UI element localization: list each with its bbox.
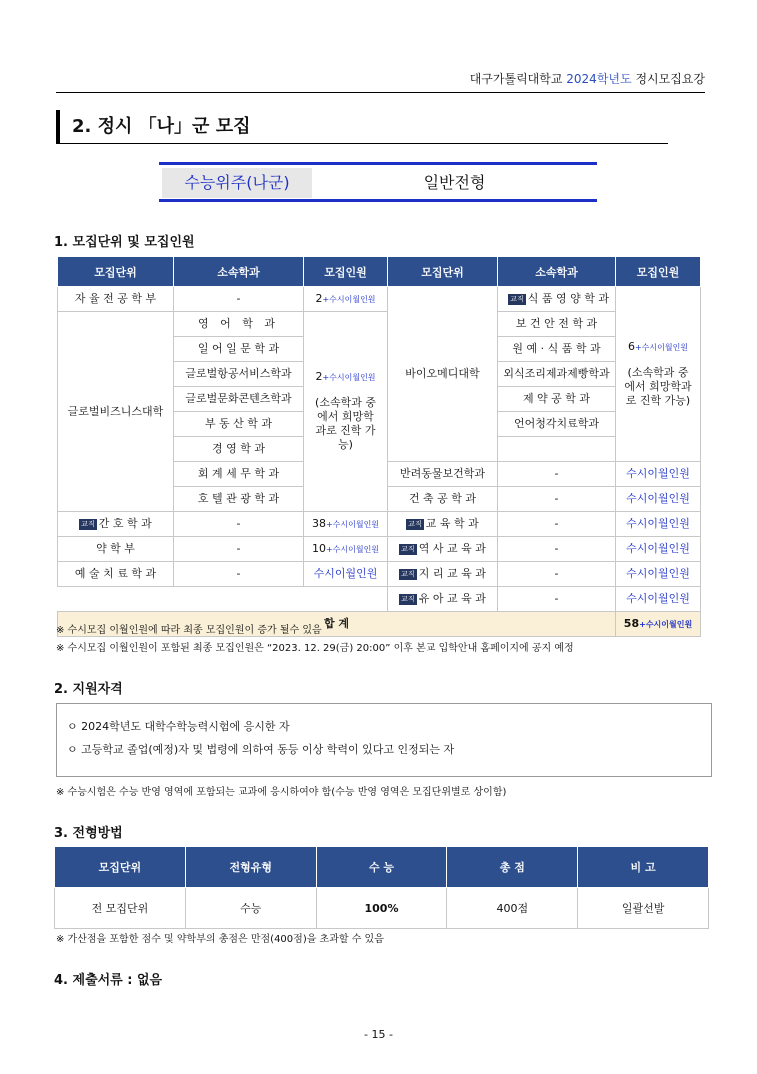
dept-cell: - [498,587,616,612]
teaching-tag: 교직 [401,569,415,578]
dept-cell: - [498,487,616,512]
global-unit-cell: 글로벌비즈니스대학 [58,312,174,512]
unit-cell: 자 율 전 공 학 부 [58,287,174,312]
num-cell: 수시이월인원 [616,537,701,562]
dept-cell: - [498,562,616,587]
unit-cell: 교직 역 사 교 육 과 [388,537,498,562]
page-number: - 15 - [364,1028,393,1041]
quota-header-row [58,257,701,287]
spacer-cell [58,587,388,612]
qualification-item: ㅇ 고등학교 졸업(예정)자 및 법령에 의하여 동등 이상 학력이 있다고 인정되는 자 [67,743,455,756]
num-cell: 수시이월인원 [616,462,701,487]
dept-cell: 경 영 학 과 [174,437,304,462]
qualification-item: ㅇ 2024학년도 대학수학능력시험에 응시한 자 [67,720,290,733]
dept-cell: 글로벌항공서비스학과 [174,362,304,387]
th-total: 총 점 [447,847,578,888]
bio-num-cell: 6+수시이월인원 (소속학과 중에서 희망학과로 진학 가능) [616,287,701,462]
method-remark: 일괄선발 [578,888,709,929]
dept-cell: 원 예 · 식 품 학 과 [498,337,616,362]
num-cell: 수시이월인원 [616,512,701,537]
method-table [54,846,709,929]
dept-cell: 일 어 일 문 학 과 [174,337,304,362]
table-row [55,888,709,929]
th-suneung: 수 능 [316,847,447,888]
dept-cell: 언어청각치료학과 [498,412,616,437]
unit-cell: 약 학 부 [58,537,174,562]
dept-cell: 교직 식 품 영 양 학 과 [498,287,616,312]
table-row [58,287,701,312]
dept-cell: 글로벌문화콘텐츠학과 [174,387,304,412]
dept-cell: 회 계 세 무 학 과 [174,462,304,487]
quota-table [57,256,701,637]
th-remark: 비 고 [578,847,709,888]
method-type: 수능 [185,888,316,929]
dept-cell: 보 건 안 전 학 과 [498,312,616,337]
num-cell: 수시이월인원 [304,562,388,587]
num-cell: 수시이월인원 [616,562,701,587]
th-dept: 소속학과 [174,257,304,287]
note-score: ※ 가산점을 포함한 점수 및 약학부의 총점은 만점(400점)을 초과할 수 있음 [56,934,384,945]
table-row [58,562,701,587]
th-type: 전형유형 [185,847,316,888]
num-cell: 2+수시이월인원 [304,287,388,312]
th-dept-2: 소속학과 [498,257,616,287]
num-cell: 수시이월인원 [616,587,701,612]
total-label: 합 계 [58,612,616,637]
global-num-cell: 2+수시이월인원 (소속학과 중에서 희망학과로 진학 가능) [304,312,388,512]
subheading-documents: 4. 제출서류 : 없음 [54,973,163,988]
unit-cell: 반려동물보건학과 [388,462,498,487]
bio-unit-cell: 바이오메디대학 [388,287,498,462]
unit-cell: 교직 간 호 학 과 [58,512,174,537]
num-cell: 수시이월인원 [616,487,701,512]
dept-cell: 호 텔 관 광 학 과 [174,487,304,512]
banner-type: 수능위주(나군) [162,168,312,198]
dept-cell: - [174,562,304,587]
th-num: 모집인원 [304,257,388,287]
note-exam: ※ 수능시험은 수능 반영 영역에 포함되는 교과에 응시하여야 함(수능 반영 영역은 모집단위별로 상이함) [56,787,507,798]
header-university: 대구가톨릭대학교 [469,72,563,86]
dept-cell: 제 약 공 학 과 [498,387,616,412]
unit-cell: 교직 유 아 교 육 과 [388,587,498,612]
total-num: 58+수시이월인원 [616,612,701,637]
teaching-tag: 교직 [408,519,422,528]
table-row [58,512,701,537]
method-unit: 전 모집단위 [55,888,186,929]
unit-cell: 예 술 치 료 학 과 [58,562,174,587]
th-unit: 모집단위 [58,257,174,287]
dept-cell: - [498,462,616,487]
teaching-tag: 교직 [81,519,95,528]
method-total: 400점 [447,888,578,929]
dept-cell: - [498,537,616,562]
note-2: ※ 수시모집 이월인원이 포함된 최종 모집인원은 “2023. 12. 29(금) 20:00” 이후 본교 입학안내 홈페이지에 공지 예정 [56,643,574,654]
dept-cell: - [174,512,304,537]
method-suneung: 100% [316,888,447,929]
note-1: ※ 수시모집 이월인원에 따라 최종 모집인원이 증가 될수 있음 [56,625,322,636]
dept-cell: 외식조리제과제빵학과 [498,362,616,387]
unit-cell: 교직 지 리 교 육 과 [388,562,498,587]
th-num-2: 모집인원 [616,257,701,287]
teaching-tag: 교직 [401,544,415,553]
header-title: 정시모집요강 [635,72,705,86]
unit-cell: 건 축 공 학 과 [388,487,498,512]
method-header-row [55,847,709,888]
dept-cell: 영 어 학 과 [174,312,304,337]
running-header [470,70,705,87]
dept-cell: - [174,537,304,562]
teaching-tag: 교직 [510,294,524,303]
th-unit-2: 모집단위 [388,257,498,287]
unit-cell: 교직 교 육 학 과 [388,512,498,537]
qualification-box [56,703,712,777]
subheading-quota: 1. 모집단위 및 모집인원 [54,235,195,250]
dept-cell: 부 동 산 학 과 [174,412,304,437]
header-rule [56,92,705,93]
table-row [58,537,701,562]
table-row [58,587,701,612]
num-cell: 38+수시이월인원 [304,512,388,537]
subheading-qualification: 2. 지원자격 [54,682,123,697]
th-unit: 모집단위 [55,847,186,888]
subheading-method: 3. 전형방법 [54,826,123,841]
table-row [58,312,701,337]
num-cell: 10+수시이월인원 [304,537,388,562]
teaching-tag: 교직 [401,594,415,603]
header-year: 2024학년도 [566,72,632,86]
banner-selection: 일반전형 [423,173,486,192]
dept-cell: - [174,287,304,312]
dept-cell: - [498,512,616,537]
section-title: 2. 정시 「나」군 모집 [56,110,668,144]
